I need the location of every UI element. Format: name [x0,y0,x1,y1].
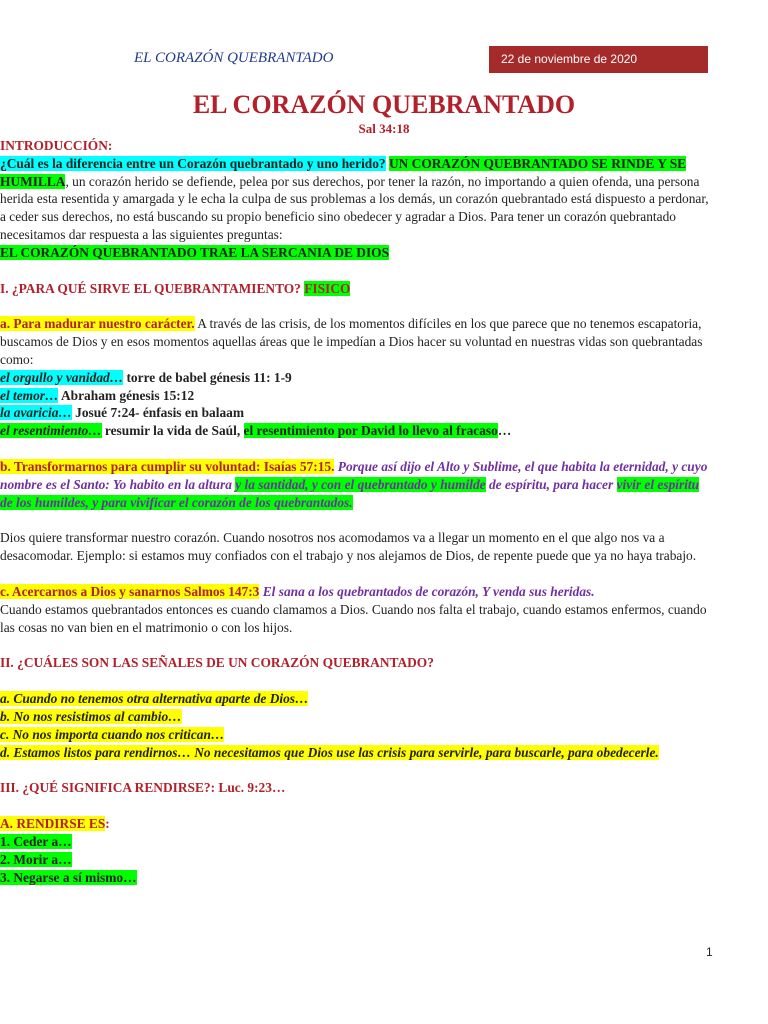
intro-rest: , un corazón herido se defiende, pelea por sus derechos, por tener la razón, no importando a quien ofenda, una persona herida esta resentida y amargada y le echa la culpa de sus problemas a los demás, un corazón quebrantado está dispuesto a perdonar, a ceder sus derechos, no está buscando su propio beneficio sino obedecer y agradar a Dios. Para tener un corazón quebrantado necesitamos dar respuesta a las siguientes preguntas: [0,173,709,242]
section-1a-paragraph: a. Para madurar nuestro carácter. A través de las crisis, de los momentos difíciles en los que parece que no tenemos escapatoria, buscamos de Dios y en esos momentos aquellas áreas que le impedían a Dios hacer su voluntad en nuestras vidas son quebrantadas como: [0,316,703,367]
page-number: 1 [706,945,713,959]
header-title: EL CORAZÓN QUEBRANTADO [134,50,334,66]
intro-question: ¿Cuál es la diferencia entre un Corazón quebrantado y uno herido? [0,155,386,171]
intro-closing: EL CORAZÓN QUEBRANTADO TRAE LA SERCANIA DE DIOS [0,244,390,260]
section-1b-paragraph: b. Transformarnos para cumplir su voluntad: Isaías 57:15. Porque así dijo el Alto y Sublime, el que habita la eternidad, y cuyo nombre es el Santo: Yo habito en la altura y la santidad, y con el quebrantado y humilde de espíritu, para hacer vivir el espíritu de los humildes, y para vivificar el corazón de los quebrantados. [0,458,708,510]
section-1a-label: a. Para madurar nuestro carácter. [0,316,195,332]
list-item: d. Estamos listos para rendirnos… No necesitamos que Dios use las crisis para servirle, para buscarle, para obedecerle. [0,744,659,760]
section-1b-text: Dios quiere transformar nuestro corazón. Cuando nosotros nos acomodamos va a llegar un momento en el que algo nos va a desacomodar. Ejemplo: si estamos muy confiados con el trabajo y nos alejamos de Dios, de repente puede que ya no haya trabajo. [0,530,697,564]
section-1c-label: c. Acercarnos a Dios [0,583,116,599]
section-2-heading: II. ¿CUÁLES SON LAS SEÑALES DE UN CORAZÓN QUEBRANTADO? [0,655,434,671]
section-1b-label: b. Transformarnos para cumplir su voluntad: Isaías 57:15. [0,458,335,474]
list-item: el orgullo y vanidad… torre de babel génesis 11: 1-9 [0,369,292,385]
section-3-subheading: A. RENDIRSE ES: [0,816,110,832]
list-item: a. Cuando no tenemos otra alternativa aparte de Dios… [0,691,309,707]
header-date: 22 de noviembre de 2020 [489,46,708,73]
list-item: 2. Morir a… [0,851,72,867]
list-item: c. No nos importa cuando nos critican… [0,726,225,742]
section-1c-text: Cuando estamos quebrantados entonces es cuando clamamos a Dios. Cuando nos falta el trabajo, cuando estamos enfermos, cuando las cosas no van bien en el matrimonio o con los hijos. [0,601,707,635]
document-subtitle: Sal 34:18 [358,121,410,136]
section-1-tag: FISICO [304,280,351,296]
document-title: EL CORAZÓN QUEBRANTADO [192,90,576,119]
document-body [0,137,712,886]
list-item: el temor… Abraham génesis 15:12 [0,387,195,403]
section-1-heading: I. ¿PARA QUÉ SIRVE EL QUEBRANTAMIENTO? FISICO [0,280,351,296]
section-3-heading: III. ¿QUÉ SIGNIFICA RENDIRSE?: Luc. 9:23… [0,780,286,796]
list-item: 1. Ceder a… [0,833,72,849]
list-item: la avaricia… Josué 7:24- énfasis en balaam [0,405,245,421]
section-1c-paragraph: c. Acercarnos a Dios y sanarnos Salmos 147:3 El sana a los quebrantados de corazón, Y venda sus heridas. [0,583,595,599]
list-item: el resentimiento… resumir la vida de Saúl, el resentimiento por David lo llevo al fracaso… [0,423,512,439]
list-item: 3. Negarse a sí mismo… [0,869,137,885]
intro-highlight: UN CORAZÓN QUEBRANTADO SE RINDE Y SE HUMILLA [0,155,687,189]
intro-heading: INTRODUCCIÓN: [0,138,113,153]
list-item: b. No nos resistimos al cambio… [0,708,182,724]
intro-paragraph [0,155,712,244]
